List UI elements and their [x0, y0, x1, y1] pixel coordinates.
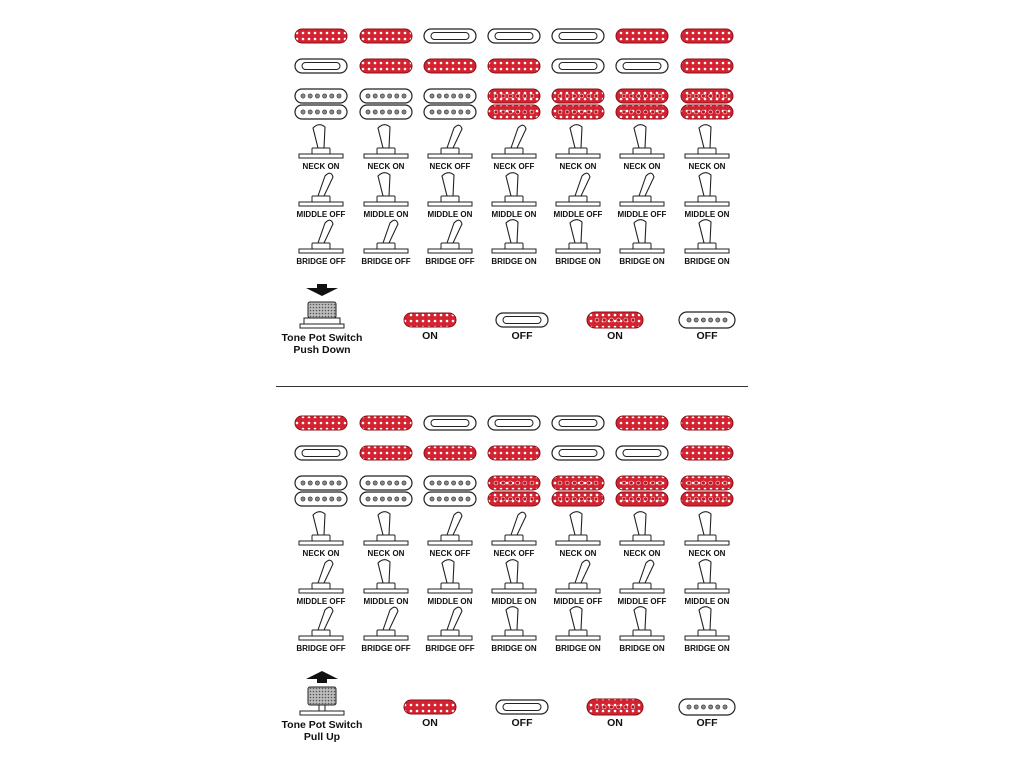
legend-single-on	[404, 313, 456, 327]
bridge-humbucker-pickup	[681, 476, 733, 506]
switch-label: BRIDGE OFF	[361, 644, 411, 653]
toggle-switch	[425, 607, 474, 653]
knob-icon	[308, 687, 336, 705]
legend-humbucker-off	[679, 312, 735, 328]
bridge-humbucker-pickup	[681, 89, 733, 119]
toggle-switch	[297, 560, 346, 606]
switch-label: NECK OFF	[493, 549, 535, 558]
neck-pickup	[488, 416, 540, 430]
neck-pickup	[360, 416, 412, 430]
switch-label: NECK ON	[367, 549, 405, 558]
tone-switch-subtitle: Push Down	[293, 344, 351, 356]
toggle-switch	[299, 125, 343, 171]
middle-pickup	[424, 59, 476, 73]
switch-label: BRIDGE OFF	[296, 257, 346, 266]
toggle-switch	[491, 607, 537, 653]
toggle-switch	[428, 125, 472, 171]
push-arrow-icon	[317, 284, 327, 288]
toggle-switch	[620, 125, 664, 171]
legend-single-off	[496, 700, 548, 714]
legend-label: OFF	[696, 717, 718, 729]
switch-label: MIDDLE ON	[491, 597, 537, 606]
push-down-arrow-icon	[306, 288, 338, 296]
bridge-humbucker-pickup	[424, 476, 476, 506]
legend-label: OFF	[511, 330, 533, 342]
middle-pickup	[616, 59, 668, 73]
switch-label: NECK ON	[302, 549, 340, 558]
panel-push-down	[282, 29, 735, 356]
switch-label: NECK ON	[688, 162, 726, 171]
neck-pickup	[424, 29, 476, 43]
neck-pickup	[295, 416, 347, 430]
neck-pickup	[424, 416, 476, 430]
bridge-humbucker-pickup	[360, 476, 412, 506]
middle-pickup	[424, 446, 476, 460]
middle-pickup	[295, 59, 347, 73]
toggle-switch	[555, 607, 601, 653]
bridge-humbucker-pickup	[616, 476, 668, 506]
neck-pickup	[552, 416, 604, 430]
switch-label: NECK ON	[688, 549, 726, 558]
switch-label: NECK ON	[559, 162, 597, 171]
legend-label: ON	[422, 717, 438, 729]
bridge-humbucker-pickup	[424, 89, 476, 119]
switch-label: MIDDLE OFF	[553, 210, 603, 219]
bridge-humbucker-pickup	[488, 89, 540, 119]
middle-pickup	[360, 446, 412, 460]
bridge-humbucker-pickup	[295, 476, 347, 506]
switch-label: NECK OFF	[429, 162, 471, 171]
switch-label: NECK ON	[559, 549, 597, 558]
pull-up-arrow-icon	[306, 671, 338, 679]
legend-humbucker-off	[679, 699, 735, 715]
switch-label: MIDDLE OFF	[296, 210, 346, 219]
toggle-switch	[684, 220, 730, 266]
switch-label: NECK ON	[623, 549, 661, 558]
tone-pot-switch	[282, 671, 363, 743]
toggle-switch	[685, 512, 729, 558]
toggle-switch	[299, 512, 343, 558]
toggle-switch	[297, 173, 346, 219]
neck-pickup	[681, 416, 733, 430]
neck-pickup	[616, 416, 668, 430]
legend-humbucker-on	[587, 312, 643, 328]
switch-label: MIDDLE ON	[363, 210, 409, 219]
legend-single-on	[404, 700, 456, 714]
toggle-switch	[364, 125, 408, 171]
switch-label: MIDDLE ON	[427, 210, 473, 219]
middle-pickup	[488, 446, 540, 460]
legend-single-off	[496, 313, 548, 327]
bridge-humbucker-pickup	[552, 476, 604, 506]
toggle-switch	[620, 512, 664, 558]
middle-pickup	[488, 59, 540, 73]
tone-pot-switch	[282, 284, 363, 356]
switch-label: BRIDGE OFF	[296, 644, 346, 653]
switch-label: NECK OFF	[429, 549, 471, 558]
toggle-switch	[555, 220, 601, 266]
legend-label: OFF	[696, 330, 718, 342]
switch-label: MIDDLE ON	[684, 210, 730, 219]
toggle-switch	[685, 560, 730, 606]
switch-label: MIDDLE OFF	[617, 210, 667, 219]
switch-label: BRIDGE ON	[491, 644, 537, 653]
neck-pickup	[295, 29, 347, 43]
toggle-switch	[619, 607, 665, 653]
middle-pickup	[295, 446, 347, 460]
panel-pull-up	[282, 416, 735, 743]
legend-label: ON	[422, 330, 438, 342]
switch-label: NECK OFF	[493, 162, 535, 171]
toggle-switch	[491, 220, 537, 266]
switch-label: NECK ON	[623, 162, 661, 171]
legend-label: ON	[607, 330, 623, 342]
neck-pickup	[488, 29, 540, 43]
neck-pickup	[552, 29, 604, 43]
switch-label: BRIDGE ON	[684, 644, 730, 653]
toggle-switch	[425, 220, 474, 266]
toggle-switch	[684, 607, 730, 653]
switch-label: BRIDGE ON	[684, 257, 730, 266]
switch-label: NECK ON	[302, 162, 340, 171]
switch-label: BRIDGE ON	[555, 644, 601, 653]
switch-label: BRIDGE OFF	[361, 257, 411, 266]
neck-pickup	[681, 29, 733, 43]
bridge-humbucker-pickup	[488, 476, 540, 506]
switch-label: MIDDLE OFF	[296, 597, 346, 606]
middle-pickup	[681, 59, 733, 73]
bridge-humbucker-pickup	[360, 89, 412, 119]
toggle-switch	[428, 512, 472, 558]
switch-label: MIDDLE OFF	[617, 597, 667, 606]
tone-switch-title: Tone Pot Switch	[281, 332, 363, 344]
knob-icon	[308, 302, 336, 318]
switch-label: BRIDGE ON	[619, 257, 665, 266]
toggle-switch	[364, 512, 408, 558]
middle-pickup	[616, 446, 668, 460]
bridge-humbucker-pickup	[552, 89, 604, 119]
switch-label: MIDDLE ON	[491, 210, 537, 219]
middle-pickup	[360, 59, 412, 73]
switch-label: BRIDGE ON	[491, 257, 537, 266]
tone-switch-subtitle: Pull Up	[303, 731, 341, 743]
section-divider	[276, 386, 748, 387]
switch-label: MIDDLE ON	[427, 597, 473, 606]
toggle-switch	[618, 560, 667, 606]
toggle-switch	[364, 173, 409, 219]
switch-label: BRIDGE ON	[619, 644, 665, 653]
toggle-switch	[492, 512, 536, 558]
toggle-switch	[361, 607, 410, 653]
legend-label: OFF	[511, 717, 533, 729]
legend-humbucker-on	[587, 699, 643, 715]
bridge-humbucker-pickup	[616, 89, 668, 119]
toggle-switch	[492, 125, 536, 171]
legend-label: ON	[607, 717, 623, 729]
toggle-switch	[361, 220, 410, 266]
switch-label: MIDDLE OFF	[553, 597, 603, 606]
toggle-switch	[492, 560, 537, 606]
switch-label: MIDDLE ON	[684, 597, 730, 606]
toggle-switch	[556, 512, 600, 558]
toggle-switch	[428, 173, 473, 219]
middle-pickup	[681, 446, 733, 460]
neck-pickup	[360, 29, 412, 43]
toggle-switch	[364, 560, 409, 606]
middle-pickup	[552, 59, 604, 73]
switch-label: BRIDGE OFF	[425, 257, 475, 266]
toggle-switch	[296, 220, 345, 266]
switch-label: BRIDGE OFF	[425, 644, 475, 653]
switch-label: NECK ON	[367, 162, 405, 171]
toggle-switch	[554, 173, 603, 219]
bridge-humbucker-pickup	[295, 89, 347, 119]
tone-switch-title: Tone Pot Switch	[281, 719, 363, 731]
neck-pickup	[616, 29, 668, 43]
toggle-switch	[296, 607, 345, 653]
toggle-switch	[428, 560, 473, 606]
toggle-switch	[619, 220, 665, 266]
middle-pickup	[552, 446, 604, 460]
toggle-switch	[618, 173, 667, 219]
switch-label: BRIDGE ON	[555, 257, 601, 266]
toggle-switch	[556, 125, 600, 171]
switch-label: MIDDLE ON	[363, 597, 409, 606]
toggle-switch	[685, 173, 730, 219]
toggle-switch	[554, 560, 603, 606]
toggle-switch	[492, 173, 537, 219]
toggle-switch	[685, 125, 729, 171]
